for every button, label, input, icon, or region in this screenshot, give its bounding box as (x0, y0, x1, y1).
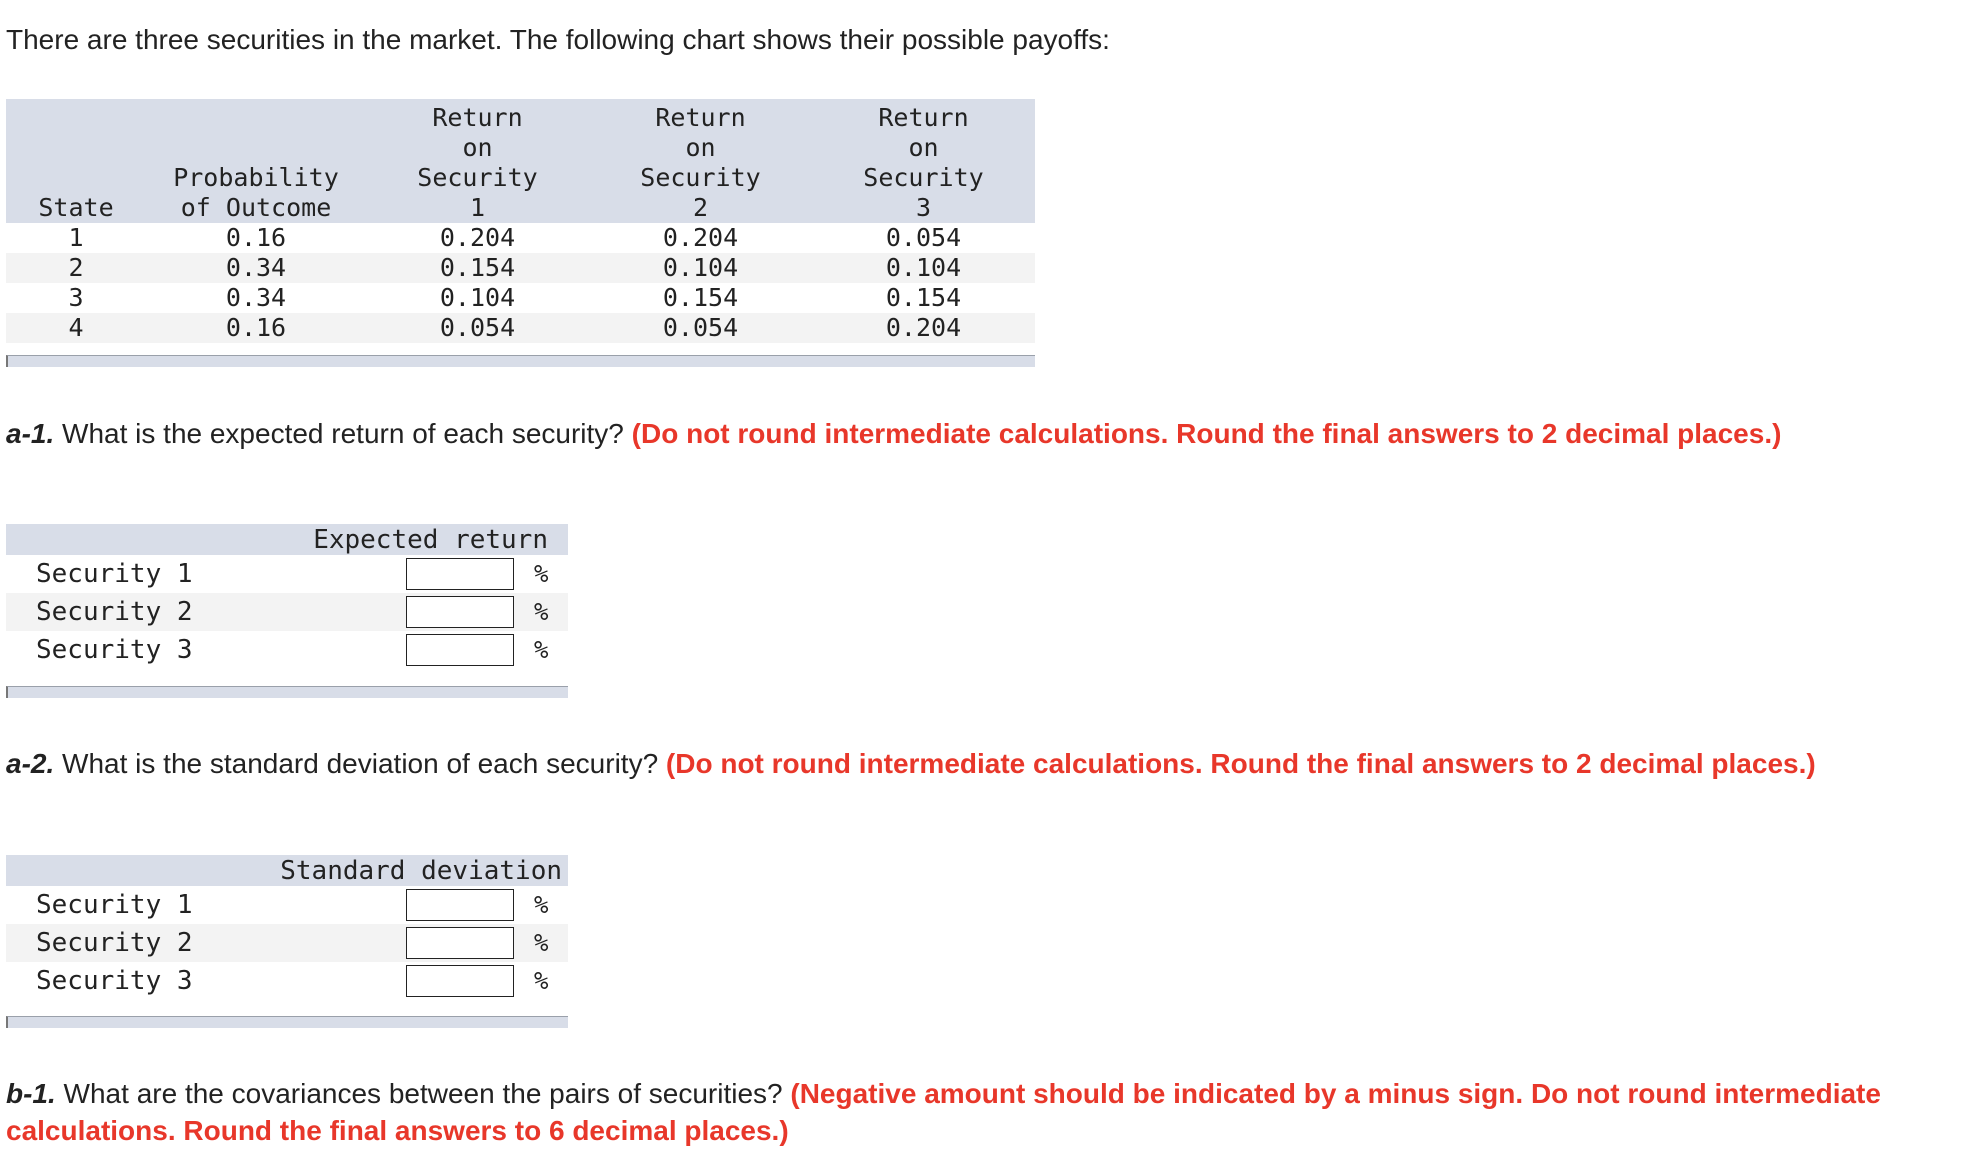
answer-row (6, 631, 568, 669)
state-cell: 1 (68, 223, 84, 252)
percent-unit: % (524, 593, 568, 631)
answer-row (6, 593, 568, 631)
expected-return-security-2-input[interactable] (406, 596, 514, 628)
question-label: a-1. (6, 418, 55, 449)
answer-row (6, 886, 568, 924)
row-label: Security 2 (6, 924, 406, 962)
row-label: Security 3 (36, 635, 193, 665)
return-2-cell: 0.104 (589, 253, 812, 283)
state-cell: 3 (68, 283, 84, 312)
percent-unit: % (534, 636, 549, 664)
percent-unit: % (534, 891, 549, 919)
question-label: a-2. (6, 748, 55, 779)
payoff-table-footer (6, 355, 1035, 367)
return-2-cell: 0.204 (662, 223, 739, 252)
question-instruction: (Do not round intermediate calculations. Round the final answers to 2 decimal places.) (665, 748, 1816, 779)
question-text: What is the expected return of each security? (54, 418, 632, 449)
probability-cell: 0.34 (146, 253, 366, 283)
standard-deviation-table (6, 855, 568, 1000)
std-dev-security-3-input[interactable] (406, 965, 514, 997)
expected-return-table-footer (6, 686, 568, 698)
question-label: b-1. (6, 1078, 56, 1109)
return-2-cell: 0.054 (589, 313, 812, 343)
return-3-cell: 0.054 (885, 223, 962, 252)
question-b1 (6, 1075, 1946, 1149)
percent-unit: % (534, 967, 549, 995)
question-text: What is the standard deviation of each security? (54, 748, 666, 779)
answer-row (6, 924, 568, 962)
return-3-cell: 0.204 (812, 313, 1035, 343)
return-3-cell: 0.154 (885, 283, 962, 312)
standard-deviation-table-footer (6, 1016, 568, 1028)
question-instruction: (Do not round intermediate calculations. Round the final answers to 2 decimal places.) (631, 418, 1782, 449)
answer-row (6, 962, 568, 1000)
std-dev-security-1-input[interactable] (406, 889, 514, 921)
header-state: State (6, 99, 146, 223)
expected-return-security-3-input[interactable] (406, 634, 514, 666)
header-return-security-3: Return on Security 3 (812, 99, 1035, 223)
row-label: Security 1 (36, 890, 193, 920)
return-3-cell: 0.104 (812, 253, 1035, 283)
percent-unit: % (534, 560, 549, 588)
question-a1 (6, 415, 1946, 452)
expected-return-table (6, 524, 568, 669)
state-cell: 4 (6, 313, 146, 343)
payoff-row (6, 283, 1035, 313)
standard-deviation-header: Standard deviation (6, 855, 568, 886)
question-text: What are the covariances between the pairs of securities? (55, 1078, 791, 1109)
payoff-row (6, 253, 1035, 283)
return-1-cell: 0.154 (366, 253, 589, 283)
expected-return-header: Expected return (6, 524, 568, 555)
probability-cell: 0.16 (146, 313, 366, 343)
header-return-security-1: Return on Security 1 (366, 99, 589, 223)
payoff-row (6, 223, 1035, 253)
row-label: Security 1 (36, 559, 193, 589)
payoff-row (6, 313, 1035, 343)
return-1-cell: 0.204 (439, 223, 516, 252)
header-return-security-2: Return on Security 2 (589, 99, 812, 223)
row-label: Security 2 (6, 593, 406, 631)
header-probability: Probability of Outcome (146, 99, 366, 223)
percent-unit: % (524, 924, 568, 962)
probability-cell: 0.16 (225, 223, 287, 252)
expected-return-security-1-input[interactable] (406, 558, 514, 590)
row-label: Security 3 (36, 966, 193, 996)
answer-row (6, 555, 568, 593)
return-1-cell: 0.054 (366, 313, 589, 343)
payoff-table (6, 99, 1035, 343)
return-2-cell: 0.154 (662, 283, 739, 312)
question-instruction: (Negative amount should be indicated by a minus sign. Do not round intermediate calculations. Round the final answers to 6 decimal places.) (6, 1078, 1881, 1146)
probability-cell: 0.34 (225, 283, 287, 312)
payoff-header-row (6, 99, 1035, 223)
intro-text: There are three securities in the market. The following chart shows their possible payoffs: (6, 24, 1110, 55)
return-1-cell: 0.104 (439, 283, 516, 312)
question-a2 (6, 745, 1946, 782)
state-cell: 2 (6, 253, 146, 283)
std-dev-security-2-input[interactable] (406, 927, 514, 959)
